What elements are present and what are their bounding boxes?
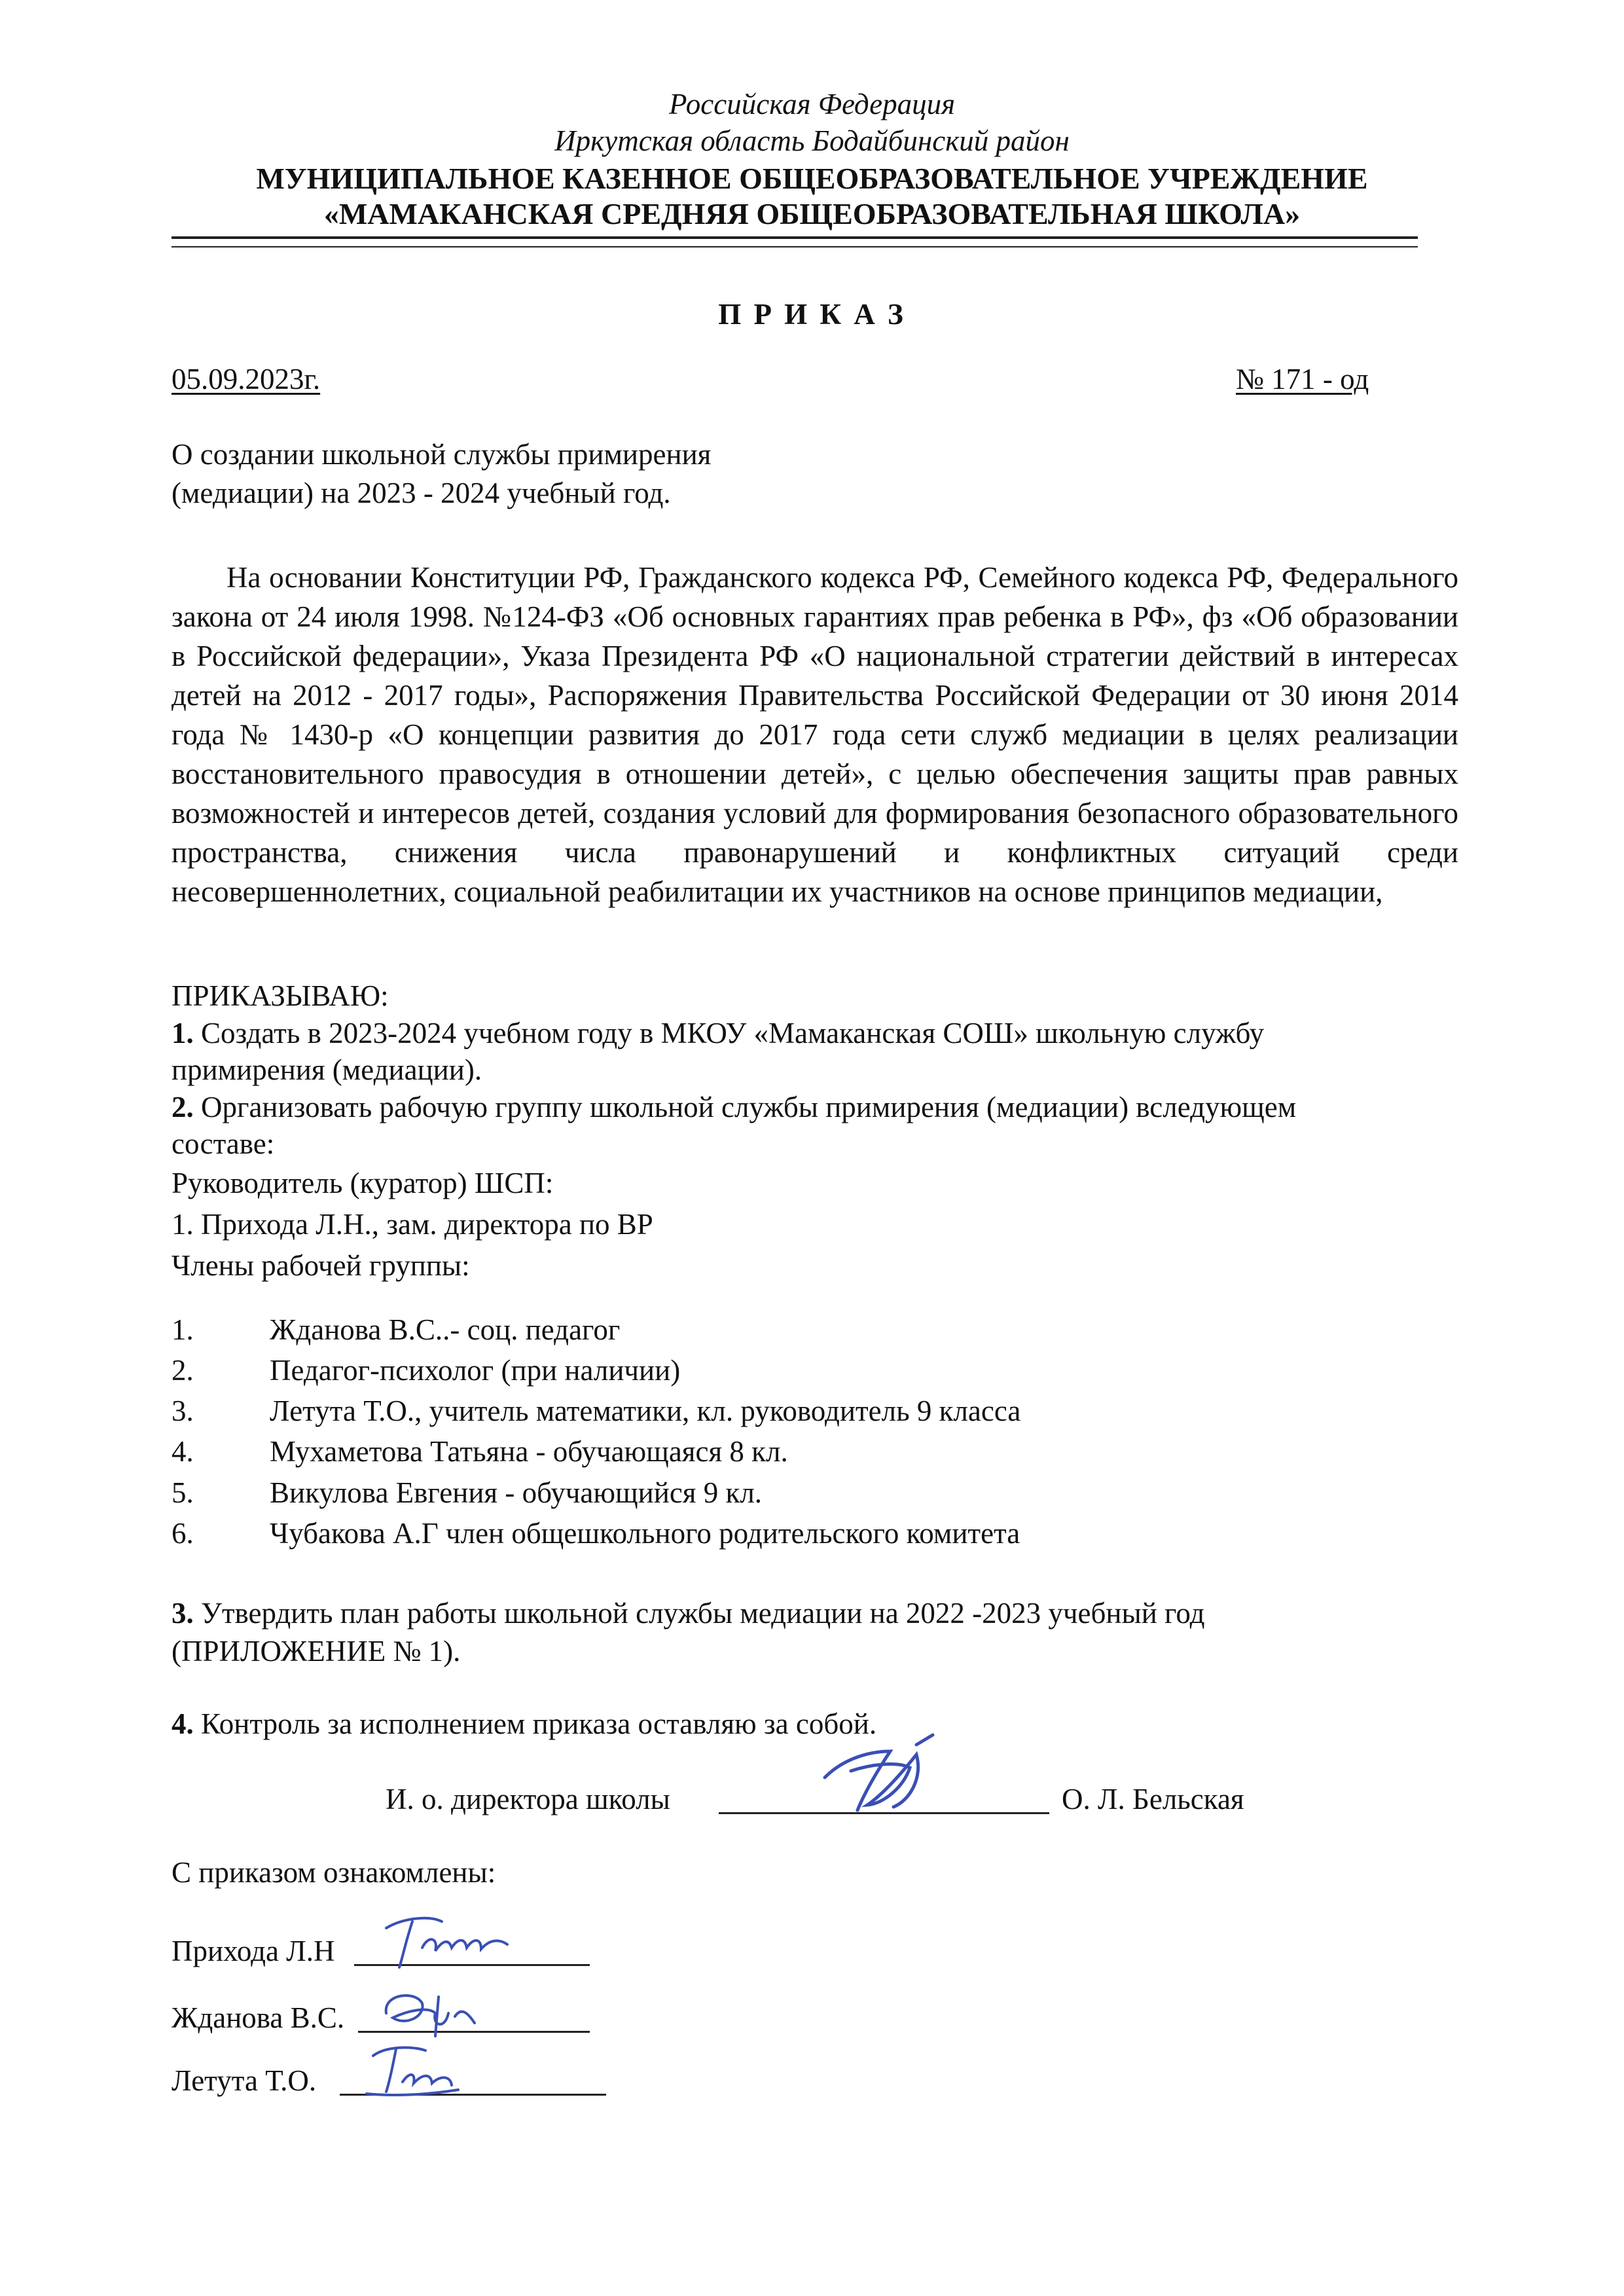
member-number: 5.	[171, 1476, 194, 1509]
member-number: 2.	[171, 1354, 194, 1387]
acquainted-person: Прихода Л.Н	[171, 1935, 335, 1967]
member-item: Педагог-психолог (при наличии)	[270, 1354, 681, 1387]
item-4-line	[171, 1709, 876, 1739]
preamble-paragraph	[171, 558, 1458, 911]
subject-line-2: (медиации) на 2023 - 2024 учебный год.	[171, 477, 671, 509]
preamble-text: На основании Конституции РФ, Гражданского кодекса РФ, Семейного кодекса РФ, Федерального закона от 24 июля 1998. №124-ФЗ «Об основных гарантиях прав ребенка в РФ», фз «Об образовании в Российской федерации», Указа Президента РФ «О национальной стратегии действий в интересах детей на 2012 - 2017 годы», Распоряжения Правительства Российской Федерации от 30 июня 2014 года № 1430-р «О концепции развития до 2017 года сети служб медиации в целях реализации восстановительного правосудия в отношении детей», с целью обеспечения защиты прав равных возможностей и интересов детей, создания условий для формирования безопасного образовательного пространства, снижения числа правонарушений и конфликтных ситуаций среди несовершеннолетних, социальной реабилитации их участников на основе принципов медиации,	[171, 561, 1458, 908]
header-rule-thin	[171, 246, 1418, 247]
item-2-text-a: Организовать рабочую группу школьной службы примирения (медиации) вследующем	[193, 1091, 1297, 1123]
item-4-text: Контроль за исполнением приказа оставляю за собой.	[193, 1707, 877, 1740]
director-title: И. о. директора школы	[386, 1783, 670, 1815]
header-org-line2: «МАМАКАНСКАЯ СРЕДНЯЯ ОБЩЕОБРАЗОВАТЕЛЬНАЯ ШКОЛА»	[323, 197, 1301, 230]
acquainted-label: С приказом ознакомлены:	[171, 1856, 496, 1889]
director-signature-icon	[812, 1732, 969, 1823]
item-3-text-a: Утвердить план работы школьной службы медиации на 2022 -2023 учебный год	[193, 1597, 1205, 1630]
member-number: 4.	[171, 1435, 194, 1468]
members-label: Члены рабочей группы:	[171, 1249, 470, 1282]
subject-line-1: О создании школьной службы примирения	[171, 438, 712, 471]
header-rule-thick	[171, 236, 1418, 239]
member-number: 6.	[171, 1517, 194, 1550]
item-3-text-b: (ПРИЛОЖЕНИЕ № 1).	[171, 1635, 461, 1667]
header-org-line1: МУНИЦИПАЛЬНОЕ КАЗЕННОЕ ОБЩЕОБРАЗОВАТЕЛЬНОЕ УЧРЕЖДЕНИЕ	[256, 162, 1368, 195]
item-1-text-a: Создать в 2023-2024 учебном году в МКОУ «Мамаканская СОШ» школьную службу	[193, 1017, 1265, 1049]
item-1-line-1	[171, 1019, 1264, 1048]
item-1-number: 1.	[171, 1017, 194, 1049]
acquainted-signature-icon	[376, 1908, 527, 1974]
member-number: 1.	[171, 1313, 194, 1346]
director-name: О. Л. Бельская	[1062, 1783, 1244, 1815]
item-3-number: 3.	[171, 1597, 194, 1630]
acquainted-signature-icon	[370, 1977, 488, 2043]
member-number: 3.	[171, 1394, 194, 1427]
order-word: ПРИКАЗЫВАЮ:	[171, 979, 389, 1012]
order-date: 05.09.2023г.	[171, 363, 321, 395]
leader-entry: 1. Прихода Л.Н., зам. директора по ВР	[171, 1208, 653, 1241]
acquainted-person: Летута Т.О.	[171, 2064, 317, 2097]
leader-label: Руководитель (куратор) ШСП:	[171, 1167, 554, 1199]
member-item: Мухаметова Татьяна - обучающаяся 8 кл.	[270, 1435, 788, 1468]
item-3-line-1	[171, 1599, 1205, 1628]
item-2-text-b: составе:	[171, 1127, 275, 1160]
acquainted-person: Жданова В.С.	[171, 2001, 345, 2034]
item-4-number: 4.	[171, 1707, 194, 1740]
item-1-text-b: примирения (медиации).	[171, 1053, 482, 1086]
header-region: Иркутская область Бодайбинский район	[554, 124, 1070, 157]
member-item: Чубакова А.Г член общешкольного родительского комитета	[270, 1517, 1020, 1550]
member-item: Жданова В.С..- соц. педагог	[270, 1313, 621, 1346]
header-country: Российская Федерация	[668, 88, 956, 120]
acquainted-signature-icon	[353, 2036, 471, 2102]
item-2-number: 2.	[171, 1091, 194, 1123]
document-title: П Р И К А З	[718, 298, 906, 331]
member-item: Викулова Евгения - обучающийся 9 кл.	[270, 1476, 763, 1509]
member-item: Летута Т.О., учитель математики, кл. руководитель 9 класса	[270, 1394, 1021, 1427]
order-number: № 171 - од	[1236, 363, 1369, 395]
item-2-line-1	[171, 1093, 1296, 1122]
